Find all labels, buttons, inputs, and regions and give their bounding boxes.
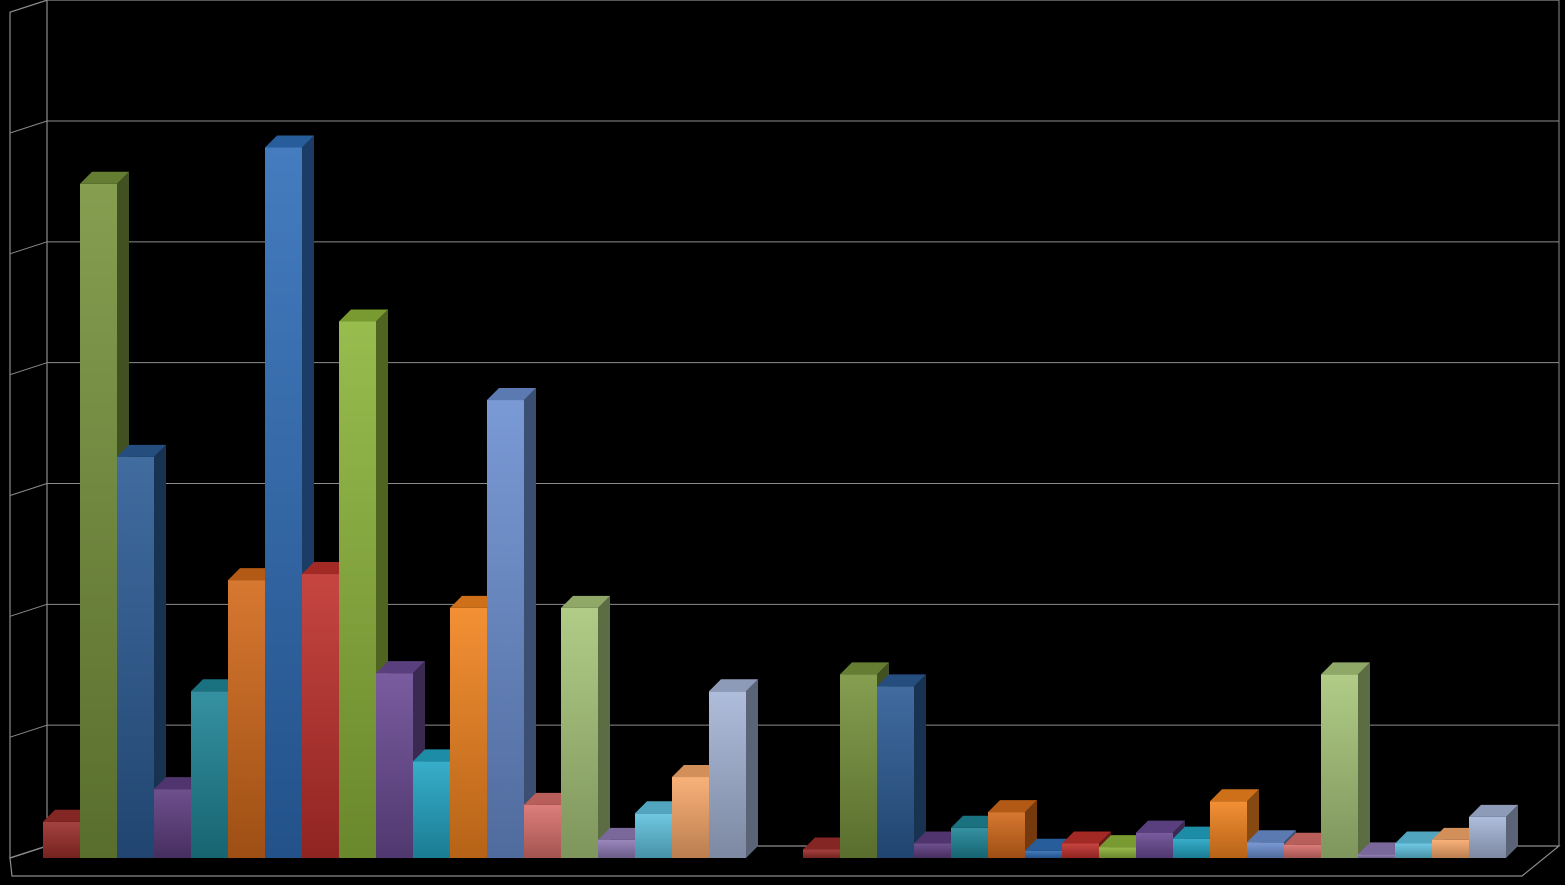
bar-front: [1284, 845, 1321, 858]
bar-front: [191, 691, 228, 858]
bar-front: [154, 789, 191, 858]
bar-front: [1395, 844, 1432, 859]
bar-front: [228, 580, 265, 858]
bar-front: [1469, 817, 1506, 858]
bar-front: [1247, 842, 1284, 858]
bar-front: [1358, 854, 1395, 858]
bar: [487, 388, 536, 858]
bar-side: [524, 388, 536, 858]
bar-front: [117, 457, 154, 858]
gridline-side: [10, 242, 47, 254]
gridline-side: [10, 121, 47, 133]
bar-front: [413, 761, 450, 858]
bar-front: [1136, 833, 1173, 858]
bar-front: [450, 608, 487, 858]
bar-front: [840, 674, 877, 858]
bar-front: [265, 148, 302, 859]
gridline-side: [10, 604, 47, 616]
bar-front: [598, 840, 635, 858]
bar-front: [487, 400, 524, 858]
bars: [43, 136, 1518, 859]
bar-side: [1358, 662, 1370, 858]
bar-front: [561, 608, 598, 858]
bar-front: [1210, 801, 1247, 858]
bar-front: [803, 850, 840, 858]
bar: [877, 674, 926, 858]
bar-front: [709, 691, 746, 858]
gridline-side: [10, 484, 47, 496]
bar: [561, 596, 610, 858]
bar-side: [746, 679, 758, 858]
bar-front: [914, 844, 951, 859]
bar-front: [877, 686, 914, 858]
gridline-side: [10, 363, 47, 375]
bar-front: [1025, 851, 1062, 858]
bar-front: [1173, 839, 1210, 858]
bar-front: [302, 574, 339, 858]
bar-front: [951, 828, 988, 858]
gridline-side: [10, 846, 47, 858]
bar-front: [988, 812, 1025, 858]
bar-front: [635, 813, 672, 858]
bar-side: [914, 674, 926, 858]
bar: [1469, 805, 1518, 858]
gridline-side: [10, 0, 47, 12]
bar-front: [80, 184, 117, 858]
bar-front: [672, 777, 709, 858]
bar-front: [1062, 844, 1099, 859]
bar: [709, 679, 758, 858]
bar-front: [1321, 674, 1358, 858]
bar-front: [524, 805, 561, 858]
bar-front: [339, 322, 376, 859]
bar: [1321, 662, 1370, 858]
bar-front: [43, 822, 80, 858]
bar-front: [1099, 847, 1136, 858]
bar-side: [598, 596, 610, 858]
bar-front: [1432, 840, 1469, 858]
bar-front: [376, 673, 413, 858]
gridline-side: [10, 725, 47, 737]
side-wall: [10, 0, 47, 858]
